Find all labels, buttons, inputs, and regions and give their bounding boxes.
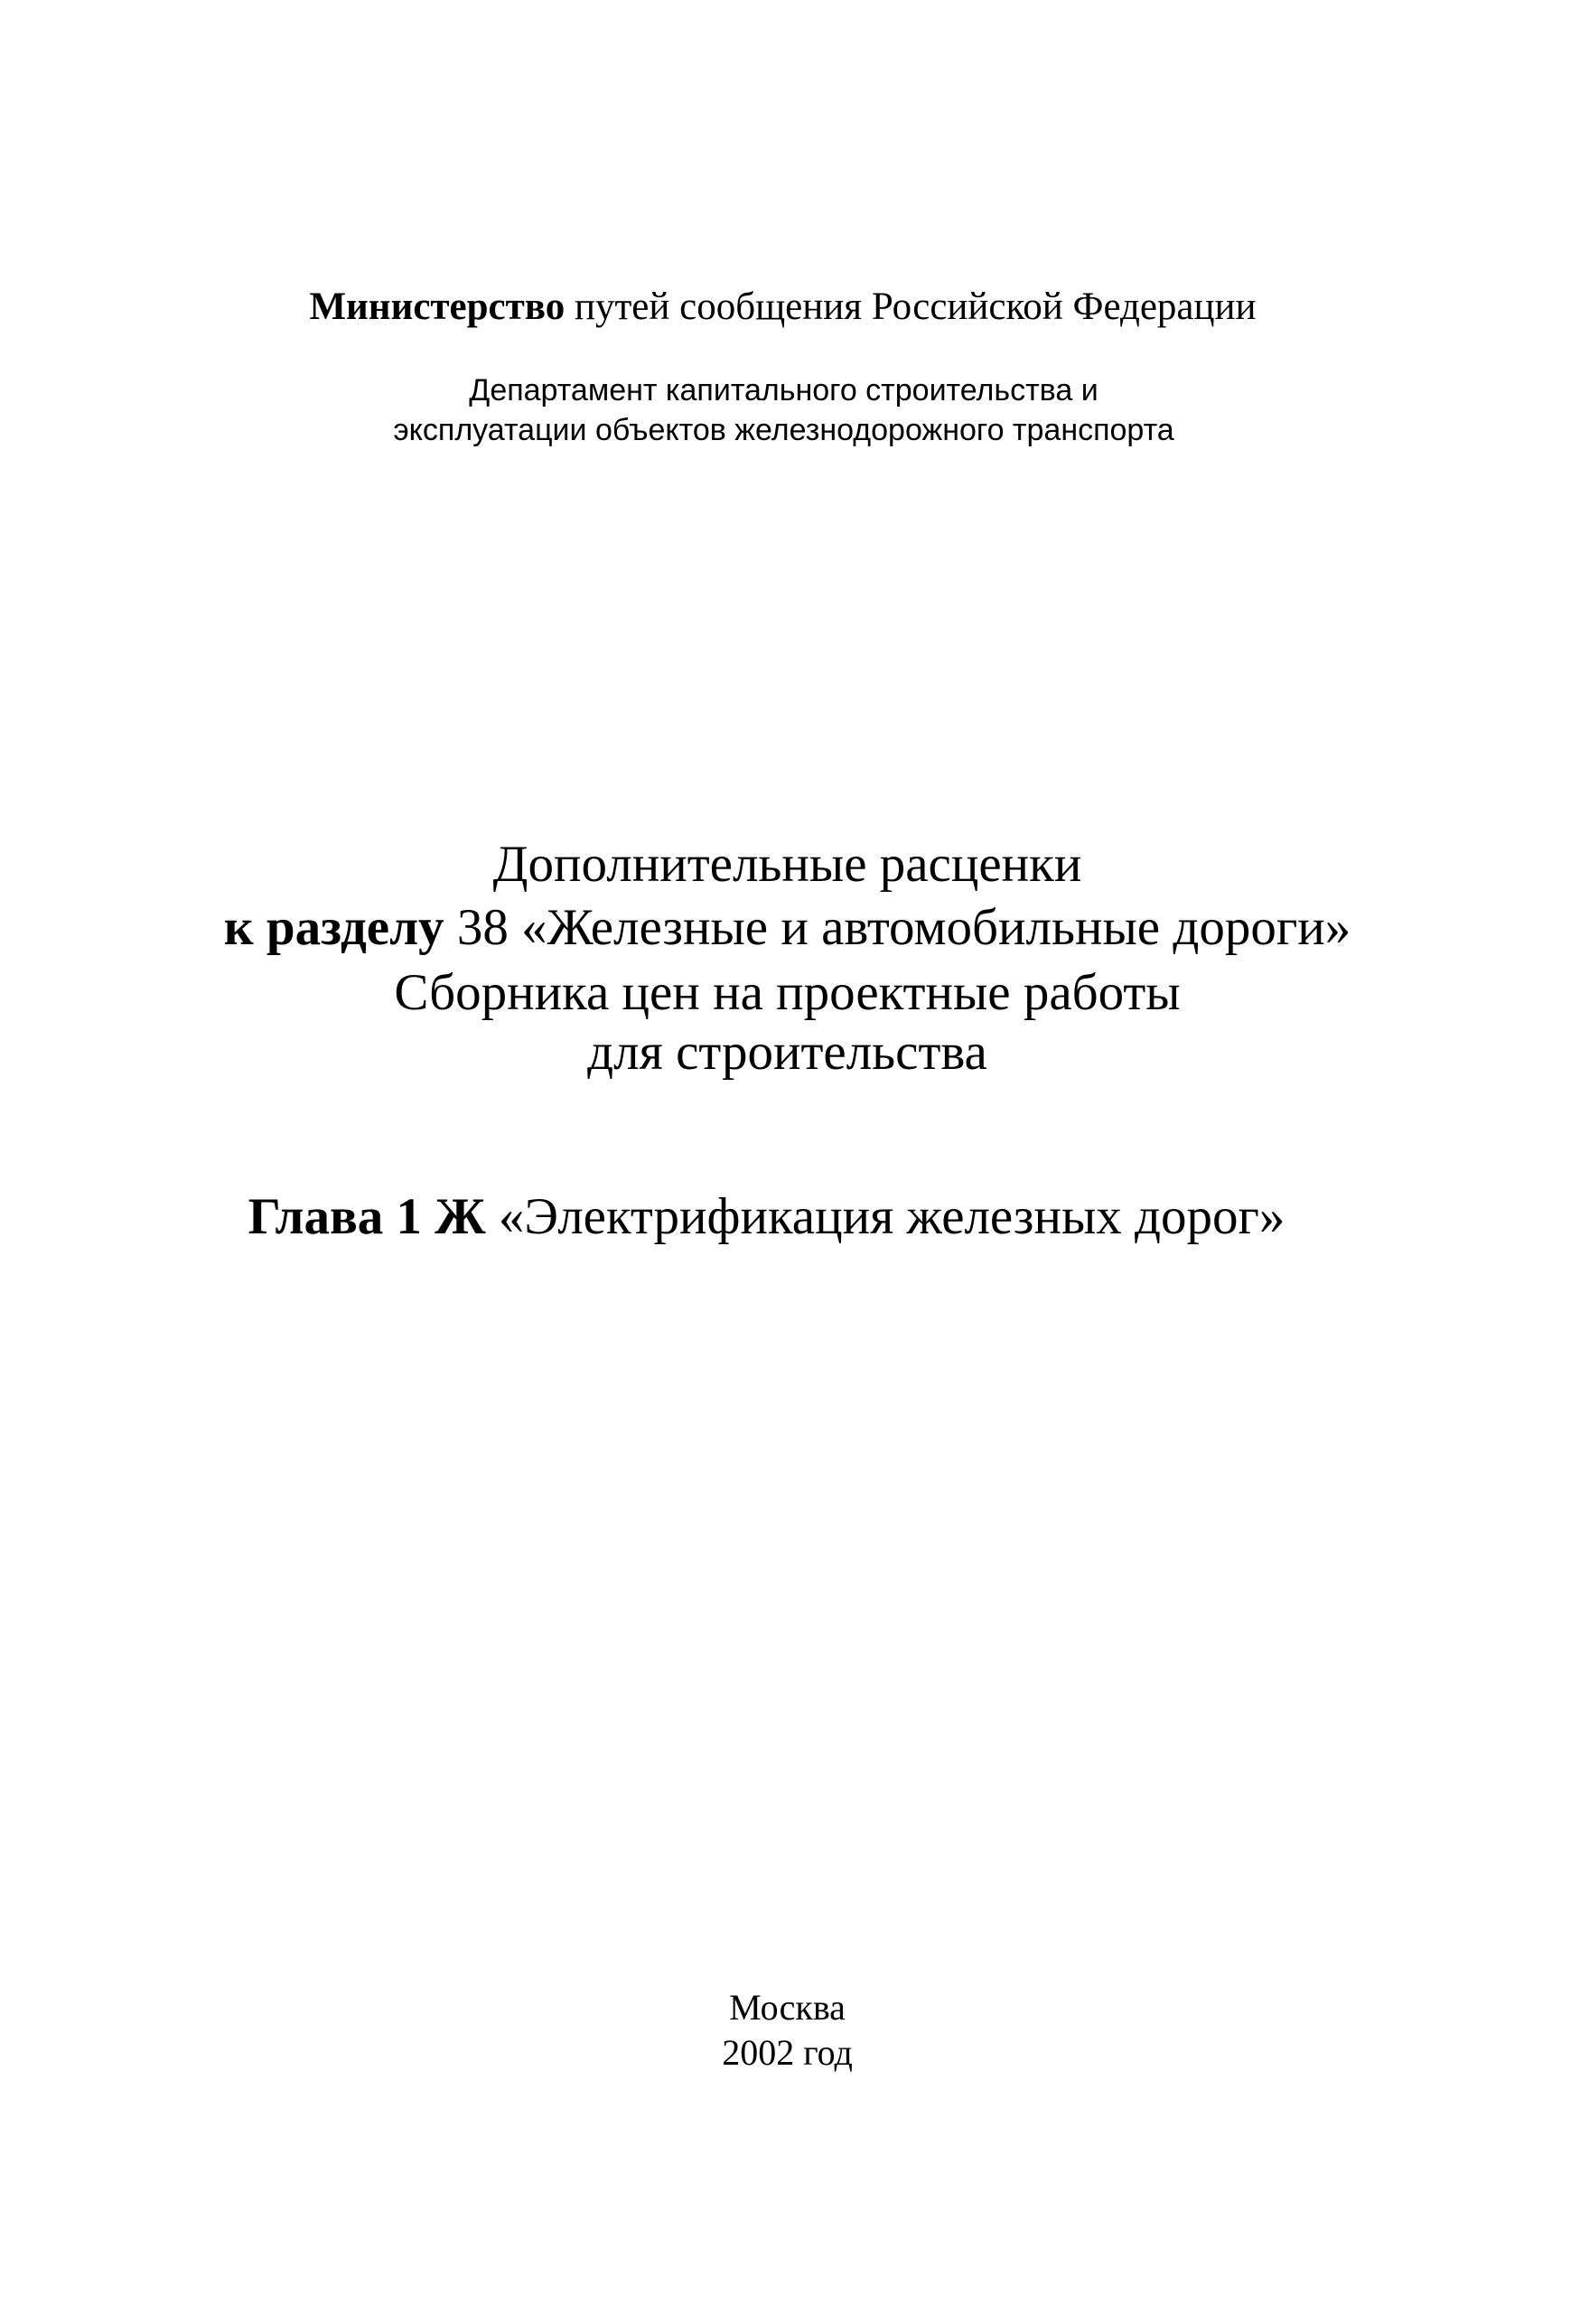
document-title-line-3: Сборника цен на проектные работы [394, 964, 1181, 1021]
publication-year: 2002 год [722, 2032, 853, 2073]
ministry-heading-prefix: Министерство [309, 286, 566, 328]
department-line-1: Департамент капитального строительства и [469, 373, 1099, 408]
document-title-line-2 [0, 898, 1577, 958]
document-title-line-2-rest: 38 «Железные и автомобильные дороги» [444, 899, 1351, 956]
ministry-heading-rest: путей сообщения Российской Федерации [565, 286, 1257, 328]
chapter-heading [0, 1185, 1557, 1249]
document-title-line-2-prefix: к разделу [223, 899, 444, 956]
publication-city: Москва [729, 1987, 846, 2028]
document-title-line-4: для строительства [587, 1024, 987, 1081]
department-line-2: эксплуатации объектов железнодорожного транспорта [393, 413, 1174, 447]
chapter-heading-rest: «Электрификация железных дорог» [485, 1188, 1286, 1245]
document-title-line-1: Дополнительные расценки [492, 836, 1082, 893]
chapter-heading-prefix: Глава 1 Ж [248, 1188, 486, 1245]
ministry-heading [0, 282, 1573, 333]
